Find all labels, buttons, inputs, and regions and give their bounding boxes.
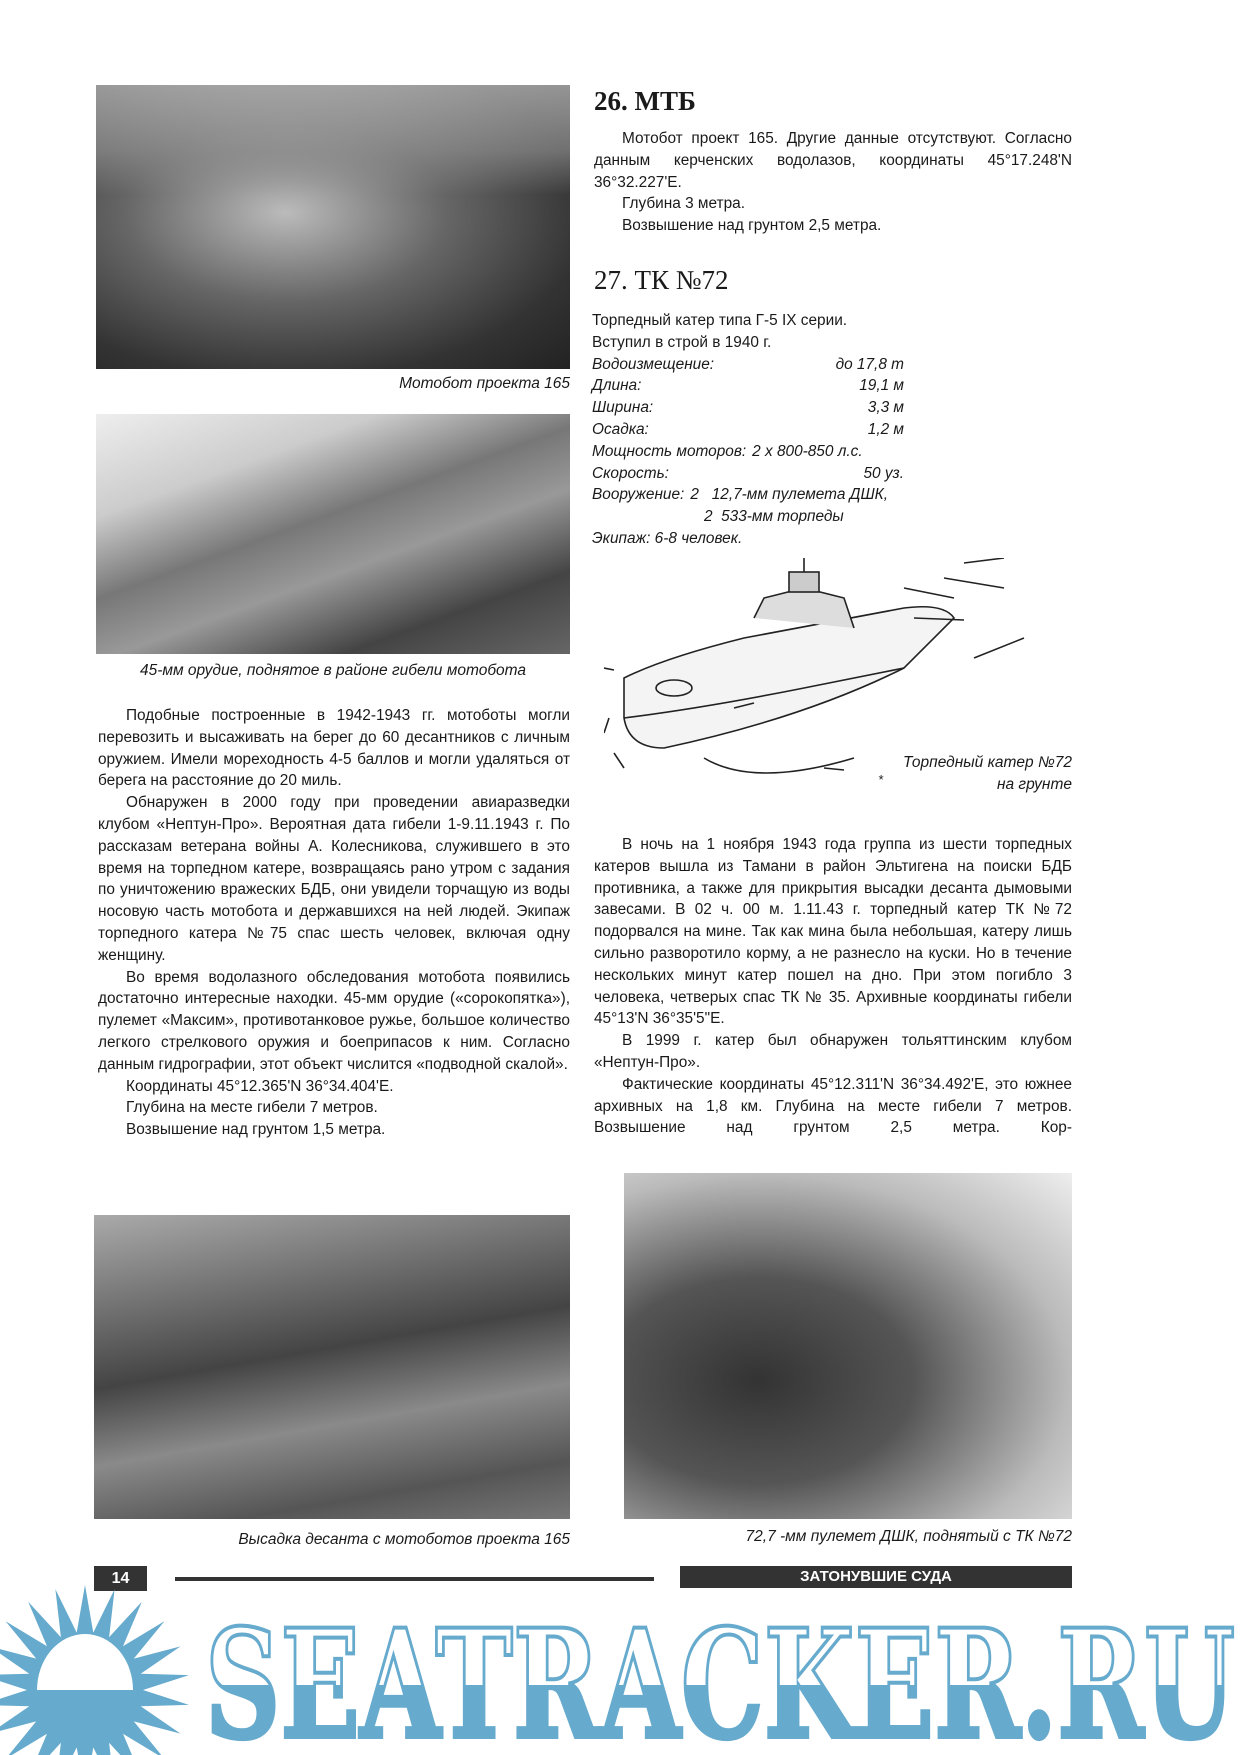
sketch-mark: * (878, 772, 884, 787)
paragraph: Мотобот проект 165. Другие данные отсутствуют. Согласно данным керченских водолазов, координаты 45°17.248'N 36°32.227'E. (594, 130, 1072, 191)
spec-row (592, 506, 912, 528)
paragraph: Глубина 3 метра. (622, 195, 745, 213)
spec-row (592, 375, 912, 397)
spec-label: Водоизмещение: (592, 355, 715, 373)
spec-value: 1,2 м (867, 420, 904, 438)
spec-row (592, 354, 912, 376)
section-27-text (594, 834, 1072, 1139)
spec-label: Осадка: (592, 420, 649, 438)
spec-value: 2 12,7-мм пулемета ДШК, (690, 486, 889, 504)
spec-row (592, 463, 912, 485)
spec-row (592, 419, 912, 441)
paragraph: Подобные построенные в 1942-1943 гг. мотоботы могли перевозить и высаживать на берег до 60 десантников с личным оружием. Имели мореходность 4-5 баллов и могли удаляться от берега на расстояние до 20 миль. (98, 707, 570, 790)
spec-row (592, 484, 912, 506)
section-banner: ЗАТОНУВШИЕ СУДА (680, 1566, 1072, 1588)
spec-value: 2 533-мм торпеды (704, 508, 844, 526)
sketch-caption: Торпедный катер №72 (902, 754, 1072, 771)
photo-caption: 72,7 -мм пулемет ДШК, поднятый с ТК №72 (745, 1528, 1072, 1545)
spec-label: Ширина: (592, 399, 654, 417)
paragraph: В ночь на 1 ноября 1943 года группа из шести торпедных катеров вышла из Тамани в район Эльтигена на поиски БДБ противника, а также для прикрытия высадки десанта дымовыми завесами. В 02 ч. 00 м. 1.11.43 г. торпедный катер ТК №72 подорвался на мине. Так как мина была небольшая, катеру лишь сильно разворотило корму, а не разнесло на куски. Но в течение нескольких минут катер пошел на дно. При этом погибло 3 человека, четверых спас ТК № 35. Архивные координаты гибели 45°13'N 36°35'5"E. (594, 836, 1072, 1028)
spec-row (592, 397, 912, 419)
photo-caption: 45-мм орудие, поднятое в районе гибели мотобота (139, 662, 527, 679)
spec-value: 2 x 800-850 л.с. (752, 442, 863, 460)
footer-divider (175, 1577, 654, 1581)
photo-motobot (96, 85, 570, 369)
spec-list (592, 310, 912, 550)
paragraph: Обнаружен в 2000 году при проведении авиаразведки клубом «Нептун-Про». Вероятная дата гибели 1-9.11.1943 г. По рассказам ветерана войны А. Колесникова, служившего в это время на торпедном катере, возвращаясь рано утром с задания по уничтожению вражеских БДБ, они увидели торчащую из воды носовую часть мотобота и державшихся на ней людей. Экипаж торпедного катера №75 спас шесть человек, включая одну женщину. (98, 794, 570, 964)
sun-logo-icon (0, 1585, 189, 1755)
watermark-text: SEATRACKER.RU (205, 1597, 1235, 1755)
section-title: 26. МТБ (594, 86, 696, 116)
spec-crew: Экипаж: 6-8 человек. (592, 529, 743, 547)
spec-label: Мощность моторов: (592, 442, 747, 460)
spec-value: до 17,8 т (835, 355, 904, 373)
spec-intro: Вступил в строй в 1940 г. (592, 333, 772, 351)
spec-value: 3,3 м (867, 399, 904, 417)
spec-value: 50 уз. (863, 464, 904, 482)
spec-row (592, 441, 912, 463)
spec-label: Скорость: (592, 464, 669, 482)
photo-caption: Высадка десанта с мотоботов проекта 165 (238, 1531, 570, 1548)
spec-intro: Торпедный катер типа Г-5 IX серии. (592, 312, 848, 329)
sketch-caption: на грунте (996, 776, 1072, 793)
left-article-text (98, 705, 570, 1141)
paragraph: Координаты 45°12.365'N 36°34.404'E. (126, 1077, 394, 1095)
photo-landing (94, 1215, 570, 1519)
page-number: 14 (94, 1566, 147, 1591)
paragraph: Глубина на месте гибели 7 метров. (126, 1099, 378, 1117)
paragraph: Возвышение над грунтом 2,5 метра. (622, 217, 882, 235)
spec-value: 19,1 м (859, 377, 904, 395)
paragraph: Возвышение над грунтом 1,5 метра. (126, 1121, 386, 1139)
section-26-text (594, 128, 1072, 237)
paragraph: Фактические координаты 45°12.311'N 36°34.492'E, это южнее архивных на 1,8 км. Глубина на месте гибели 7 метров. Возвышение над грунтом 2,5 метра. Кор- (594, 1075, 1072, 1137)
photo-dshk-gun (624, 1173, 1072, 1519)
seatracker-watermark (0, 1585, 1241, 1755)
spec-label: Длина: (592, 377, 642, 395)
paragraph: В 1999 г. катер был обнаружен тольяттинским клубом «Нептун-Про». (594, 1032, 1072, 1071)
photo-45mm-gun (96, 414, 570, 654)
spec-label: Вооружение: (592, 486, 685, 504)
paragraph: Во время водолазного обследования мотобота появились достаточно интересные находки. 45-мм орудие («сорокопятка»), пулемет «Максим», противотанковое ружье, большое количество легкого стрелкового оружия и боеприпасов к ним. Согласно данным гидрографии, этот объект числится «подводной скалой». (98, 968, 570, 1073)
spec-row (592, 528, 912, 550)
photo-caption: Мотобот проекта 165 (399, 375, 570, 392)
section-title: 27. ТК №72 (594, 265, 729, 295)
